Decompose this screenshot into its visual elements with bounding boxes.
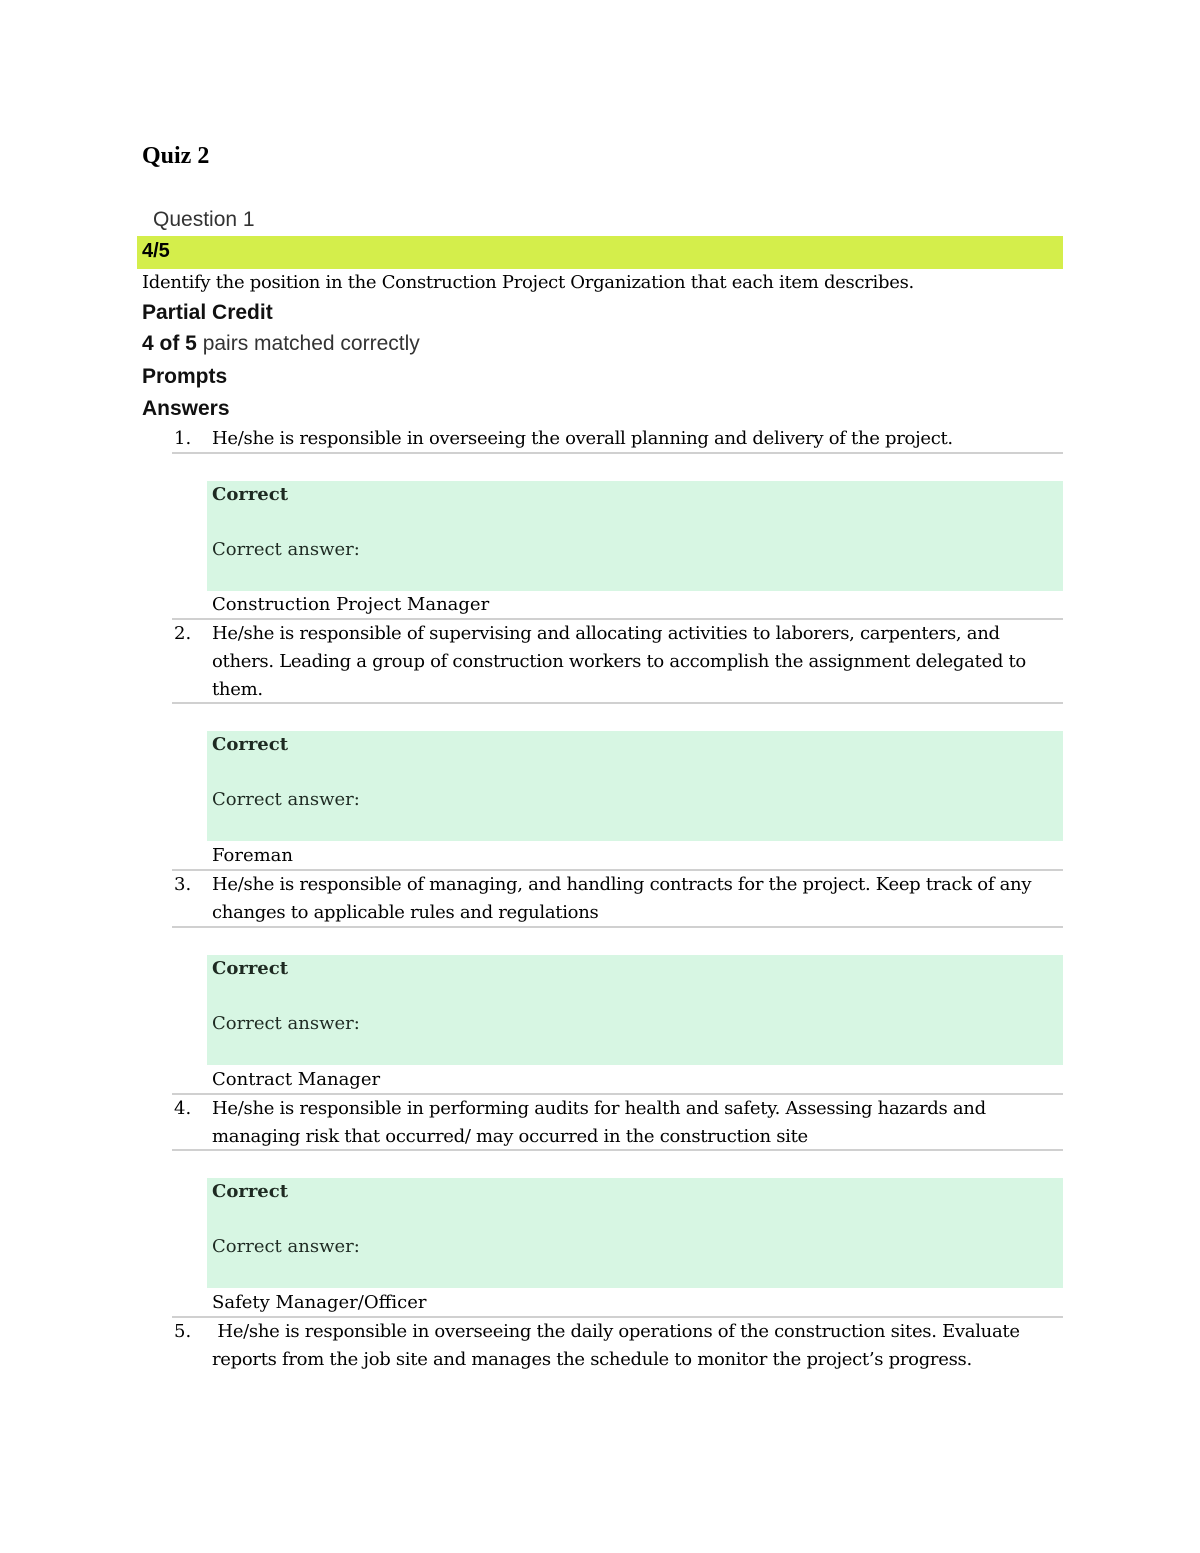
correct-answer-value: Safety Manager/Officer — [212, 1292, 427, 1313]
feedback-box — [207, 1178, 1063, 1288]
quiz-title: Quiz 2 — [142, 143, 210, 169]
feedback-box — [207, 955, 1063, 1065]
divider — [172, 926, 1063, 928]
correct-answer-label: Correct answer: — [212, 539, 360, 560]
pairs-matched-summary — [142, 332, 420, 356]
correct-answer-label: Correct answer: — [212, 1013, 360, 1034]
item-number: 2. — [174, 623, 192, 644]
feedback-status: Correct — [212, 484, 289, 505]
divider — [172, 452, 1063, 454]
item-number: 3. — [174, 874, 192, 895]
feedback-box — [207, 481, 1063, 591]
correct-answer-value: Construction Project Manager — [212, 594, 490, 615]
item-prompt: He/she is responsible in overseeing the daily operations of the construction sites. Evaluate reports from the job site and manages the schedule to monitor the project’s progress. — [212, 1321, 1026, 1370]
question-instruction: Identify the position in the Construction Project Organization that each item describes. — [142, 272, 914, 293]
feedback-box — [207, 731, 1063, 841]
feedback-status: Correct — [212, 734, 289, 755]
correct-answer-value: Foreman — [212, 845, 293, 866]
item-number: 1. — [174, 428, 192, 449]
divider — [172, 702, 1063, 704]
item-prompt: He/she is responsible of managing, and handling contracts for the project. Keep track of any changes to applicable rules and regulations — [212, 874, 1032, 923]
divider — [172, 1149, 1063, 1151]
answers-heading: Answers — [142, 397, 230, 420]
feedback-status: Correct — [212, 1181, 289, 1202]
item-number: 5. — [174, 1321, 192, 1342]
item-prompt: He/she is responsible in performing audits for health and safety. Assessing hazards and managing risk that occurred/ may occurred in the construction site — [212, 1098, 986, 1147]
partial-credit-heading: Partial Credit — [142, 301, 273, 324]
item-number: 4. — [174, 1098, 192, 1119]
item-prompt: He/she is responsible in overseeing the overall planning and delivery of the project. — [212, 428, 953, 449]
correct-answer-label: Correct answer: — [212, 789, 360, 810]
feedback-status: Correct — [212, 958, 289, 979]
question-label: Question 1 — [153, 208, 255, 231]
prompts-heading: Prompts — [142, 365, 228, 388]
pairs-count: 4 of 5 — [142, 332, 197, 355]
item-prompt: He/she is responsible of supervising and allocating activities to laborers, carpenters, and others. Leading a group of construction workers to accomplish the assignment delegated to them. — [212, 623, 1026, 700]
score-value: 4/5 — [142, 240, 170, 262]
score-bar — [137, 236, 1063, 269]
correct-answer-value: Contract Manager — [212, 1069, 381, 1090]
pairs-text: pairs matched correctly — [196, 332, 420, 355]
correct-answer-label: Correct answer: — [212, 1236, 360, 1257]
